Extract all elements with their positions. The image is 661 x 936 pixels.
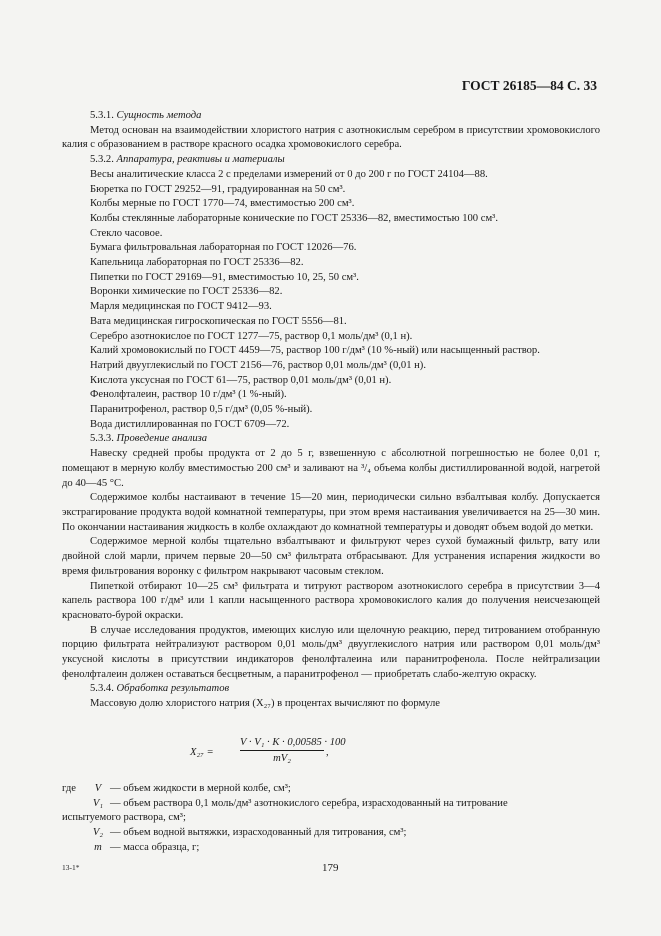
section-number: 5.3.1. [90, 110, 114, 121]
where-label: где [62, 783, 76, 794]
page-number: 179 [322, 862, 339, 874]
paragraph: Весы аналитические класса 2 с пределами измерений от 0 до 200 г по ГОСТ 24104—88. [90, 168, 488, 180]
definition-row [62, 826, 602, 841]
formula-numerator: V · V₁ · K · 0,00585 · 100 [240, 737, 324, 751]
section-number: 5.3.3. [90, 433, 114, 445]
document-body [62, 109, 600, 712]
paragraph: Стекло часовое. [90, 227, 163, 239]
definition-symbol: V [94, 783, 102, 794]
paragraph: Марля медицинская по ГОСТ 9412—93. [90, 301, 272, 313]
page-header: ГОСТ 26185—84 С. 33 [461, 78, 597, 93]
formula-lhs: X₂₇ = [190, 747, 214, 758]
footer-mark: 13-1* [62, 863, 80, 872]
section-title: Сущность метода [116, 110, 202, 121]
definition-symbol: m [94, 841, 102, 853]
where-label [62, 826, 86, 841]
paragraph: Вата медицинская гигроскопическая по ГОСТ 5556—81. [90, 315, 347, 327]
section-number: 5.3.4. [90, 683, 114, 695]
paragraph: Воронки химические по ГОСТ 25336—82. [90, 286, 283, 298]
definition-row [62, 782, 602, 797]
paragraph: Вода дистиллированная по ГОСТ 6709—72. [90, 418, 290, 430]
section-heading [62, 109, 600, 124]
paragraph: В случае исследования продуктов, имеющих кислую или щелочную реакцию, перед титрованием отобранную порцию фильтрата нейтрализуют раствором 0,01 моль/дм³ двууглекислого натрия или раствором 0,01 моль/дм³ уксусной кислоты в присутствии индикаторов фенолфталеина или паранитрофенола. После нейтрализации фенолфталеин должен оставаться бесцветным, а паранитрофенол — приобретать слабо-желтую окраску. [62, 624, 600, 680]
section-number: 5.3.2. [90, 154, 114, 166]
paragraph: Навеску средней пробы продукта от 2 до 5 г, взвешенную с абсолютной погрешностью не более 0,01 г, помещают в мерную колбу вместимостью 200 см³ и заливают на ³/₄ объема колбы дистиллированной водой, нагретой до 40—45 °С. [62, 448, 600, 489]
definition-row [62, 841, 602, 856]
section-title: Проведение анализа [116, 433, 208, 445]
paragraph: Пипетки по ГОСТ 29169—91, вместимостью 10, 25, 50 см³. [90, 271, 359, 283]
definition-symbol: V₂ [92, 827, 104, 839]
paragraph: Натрий двууглекислый по ГОСТ 2156—76, раствор 0,01 моль/дм³ (0,01 н). [90, 359, 426, 371]
paragraph: Кислота уксусная по ГОСТ 61—75, раствор 0,01 моль/дм³ (0,01 н). [90, 374, 392, 386]
paragraph: Паранитрофенол, раствор 0,5 г/дм³ (0,05 %-ный). [90, 404, 313, 416]
definition-row [62, 797, 602, 812]
formula-comma: , [326, 747, 329, 758]
definition-continuation: испытуемого раствора, см³; [62, 812, 186, 824]
definition-text: — объем жидкости в мерной колбе, см³; [110, 783, 291, 794]
section-heading [62, 682, 600, 697]
paragraph: Калий хромовокислый по ГОСТ 4459—75, раствор 100 г/дм³ (10 %-ный) или насыщенный раствор. [90, 345, 540, 357]
where-label [62, 841, 86, 856]
paragraph: Бюретка по ГОСТ 29252—91, градуированная на 50 см³. [90, 183, 346, 195]
paragraph: Пипеткой отбирают 10—25 см³ фильтрата и титруют раствором азотнокислого серебра в присутствии 3—4 капель раствора 100 г/дм³ или 1 капли насыщенного раствора хромовокислого калия до получения неисчезающей красновато-бурой окраски. [62, 580, 600, 621]
section-heading [62, 432, 600, 447]
paragraph: Метод основан на взаимодействии хлористого натрия с азотнокислым серебром в присутствии хромовокислого калия с образованием в растворе красного осадка хромовокислого серебра. [62, 124, 600, 151]
paragraph: Фенолфталеин, раствор 10 г/дм³ (1 %-ный). [90, 389, 287, 401]
paragraph: Колбы стеклянные лабораторные конические по ГОСТ 25336—82, вместимостью 100 см³. [90, 212, 498, 224]
formula-fraction [240, 737, 346, 764]
where-label [62, 797, 86, 812]
paragraph: Содержимое колбы настаивают в течение 15—20 мин, периодически сильно взбалтывая колбу. Допускается экстрагирование продукта водой комнатной температуры, при этом время настаивания увеличивается на 25—30 мин. По окончании настаивания жидкость в колбе охлаждают до комнатной температуры и доводят объем водой до метки. [62, 492, 600, 533]
paragraph: Массовую долю хлористого натрия (X₂₇) в процентах вычисляют по формуле [90, 698, 440, 710]
paragraph: Бумага фильтровальная лабораторная по ГОСТ 12026—76. [90, 242, 357, 254]
paragraph: Колбы мерные по ГОСТ 1770—74, вместимостью 200 см³. [90, 198, 355, 210]
variable-definitions [62, 782, 602, 856]
definition-text: — масса образца, г; [110, 841, 200, 853]
section-title: Обработка результатов [116, 683, 230, 695]
section-title: Аппаратура, реактивы и материалы [116, 154, 285, 166]
definition-text: — объем водной вытяжки, израсходованный для титрования, см³; [110, 827, 407, 839]
paragraph: Содержимое мерной колбы тщательно взбалтывают и фильтруют через сухой бумажный фильтр, вату или двойной слой марли, причем первые 20—50 см³ фильтрата отбрасывают. Для устранения испарения жидкости во время фильтрования воронку с фильтром накрывают часовым стеклом. [62, 536, 600, 577]
paragraph: Серебро азотнокислое по ГОСТ 1277—75, раствор 0,1 моль/дм³ (0,1 н). [90, 330, 413, 342]
paragraph: Капельница лабораторная по ГОСТ 25336—82. [90, 257, 304, 269]
section-heading [62, 153, 600, 168]
definition-text: — объем раствора 0,1 моль/дм³ азотнокислого серебра, израсходованный на титрование [110, 797, 508, 809]
definition-symbol: V₁ [92, 797, 104, 809]
formula-denominator: mV₂ [273, 753, 291, 764]
